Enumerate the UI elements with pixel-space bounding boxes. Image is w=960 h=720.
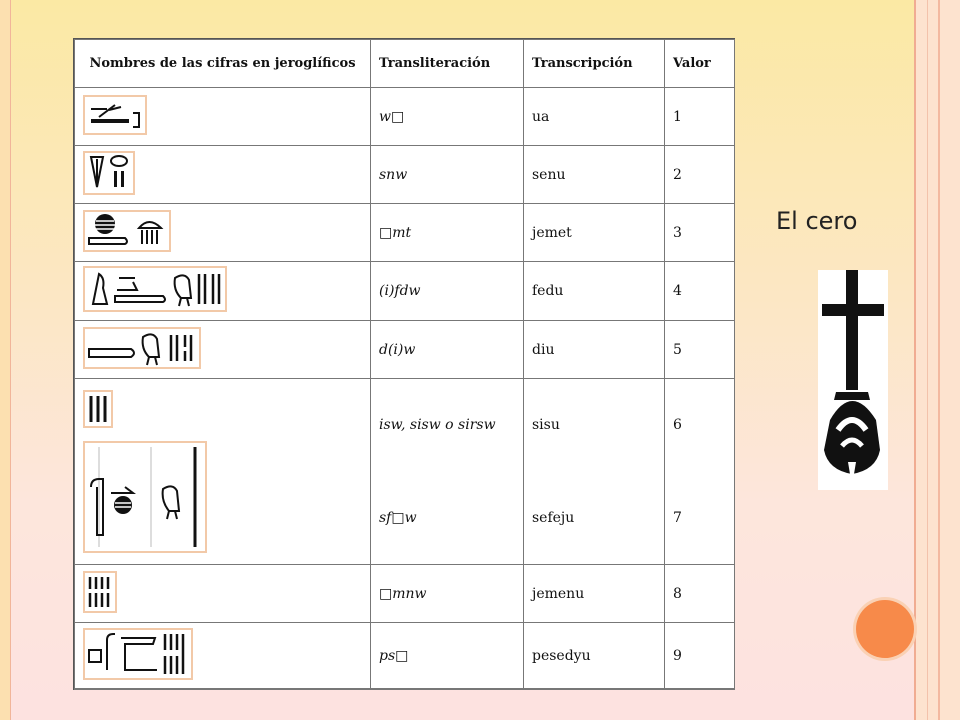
table-row <box>75 146 735 204</box>
translit-cell: ps□ <box>371 623 524 689</box>
transcription-cell: fedu <box>524 262 665 321</box>
translit-cell: d(i)w <box>371 321 524 379</box>
header-value: Valor <box>665 40 735 88</box>
translit-cell: snw <box>371 146 524 204</box>
value-cell <box>665 379 735 565</box>
hieroglyph-five-icon <box>83 327 201 369</box>
hieroglyph-eight-icon <box>83 571 117 613</box>
value-cell: 9 <box>665 623 735 689</box>
translit-cell: (i)fdw <box>371 262 524 321</box>
hieroglyph-nine-icon <box>83 628 193 680</box>
table-header-row <box>75 40 735 88</box>
value-cell: 2 <box>665 146 735 204</box>
translit-cell: w□ <box>371 88 524 146</box>
translit-cell: □mt <box>371 204 524 262</box>
right-edge-band <box>914 0 960 720</box>
hieroglyph-seven-icon <box>83 441 207 553</box>
hieroglyph-six-icon <box>83 390 113 428</box>
table-row <box>75 321 735 379</box>
value-cell: 8 <box>665 565 735 623</box>
glyph-cell <box>75 379 371 565</box>
table-row <box>75 88 735 146</box>
transcription-cell: jemet <box>524 204 665 262</box>
left-edge-band <box>0 0 11 720</box>
transcription-cell: ua <box>524 88 665 146</box>
hieroglyph-two-icon <box>83 151 135 195</box>
value-six: 6 <box>673 417 682 434</box>
glyph-cell <box>75 204 371 262</box>
table-row <box>75 623 735 689</box>
header-names: Nombres de las cifras en jeroglíficos <box>75 40 371 88</box>
glyph-cell <box>75 321 371 379</box>
hieroglyph-four-icon <box>83 266 227 312</box>
decorative-orange-dot <box>856 600 914 658</box>
value-cell: 1 <box>665 88 735 146</box>
table-row-combined <box>75 379 735 565</box>
empty-cell <box>524 689 665 690</box>
translit-six: isw, sisw o sirsw <box>379 417 496 434</box>
glyph-cell <box>75 88 371 146</box>
table-row <box>75 204 735 262</box>
numerals-table <box>73 38 735 690</box>
header-transliteration: Transliteración <box>371 40 524 88</box>
header-transcription: Transcripción <box>524 40 665 88</box>
zero-title: El cero <box>776 207 858 235</box>
table-spacer-row <box>75 689 735 690</box>
glyph-cell <box>75 623 371 689</box>
glyph-cell <box>75 262 371 321</box>
table-row <box>75 262 735 321</box>
glyph-cell <box>75 146 371 204</box>
hieroglyph-one-icon <box>83 95 147 135</box>
transcription-cell: diu <box>524 321 665 379</box>
hieroglyph-three-icon <box>83 210 171 252</box>
empty-cell <box>371 689 524 690</box>
right-edge-line-thin <box>927 0 928 720</box>
transcription-six: sisu <box>532 417 560 434</box>
empty-cell <box>665 689 735 690</box>
value-cell: 5 <box>665 321 735 379</box>
transcription-cell: pesedyu <box>524 623 665 689</box>
transcription-seven: sefeju <box>532 509 575 526</box>
translit-cell: □mnw <box>371 565 524 623</box>
glyph-cell <box>75 565 371 623</box>
value-cell: 4 <box>665 262 735 321</box>
transcription-cell: senu <box>524 146 665 204</box>
transcription-cell: jemenu <box>524 565 665 623</box>
value-cell: 3 <box>665 204 735 262</box>
empty-cell <box>75 689 371 690</box>
table-row <box>75 565 735 623</box>
translit-seven: sf□w <box>379 509 417 526</box>
right-edge-line <box>938 0 940 720</box>
value-seven: 7 <box>673 509 682 526</box>
translit-cell <box>371 379 524 565</box>
nfr-hieroglyph-icon <box>818 270 888 490</box>
transcription-cell <box>524 379 665 565</box>
